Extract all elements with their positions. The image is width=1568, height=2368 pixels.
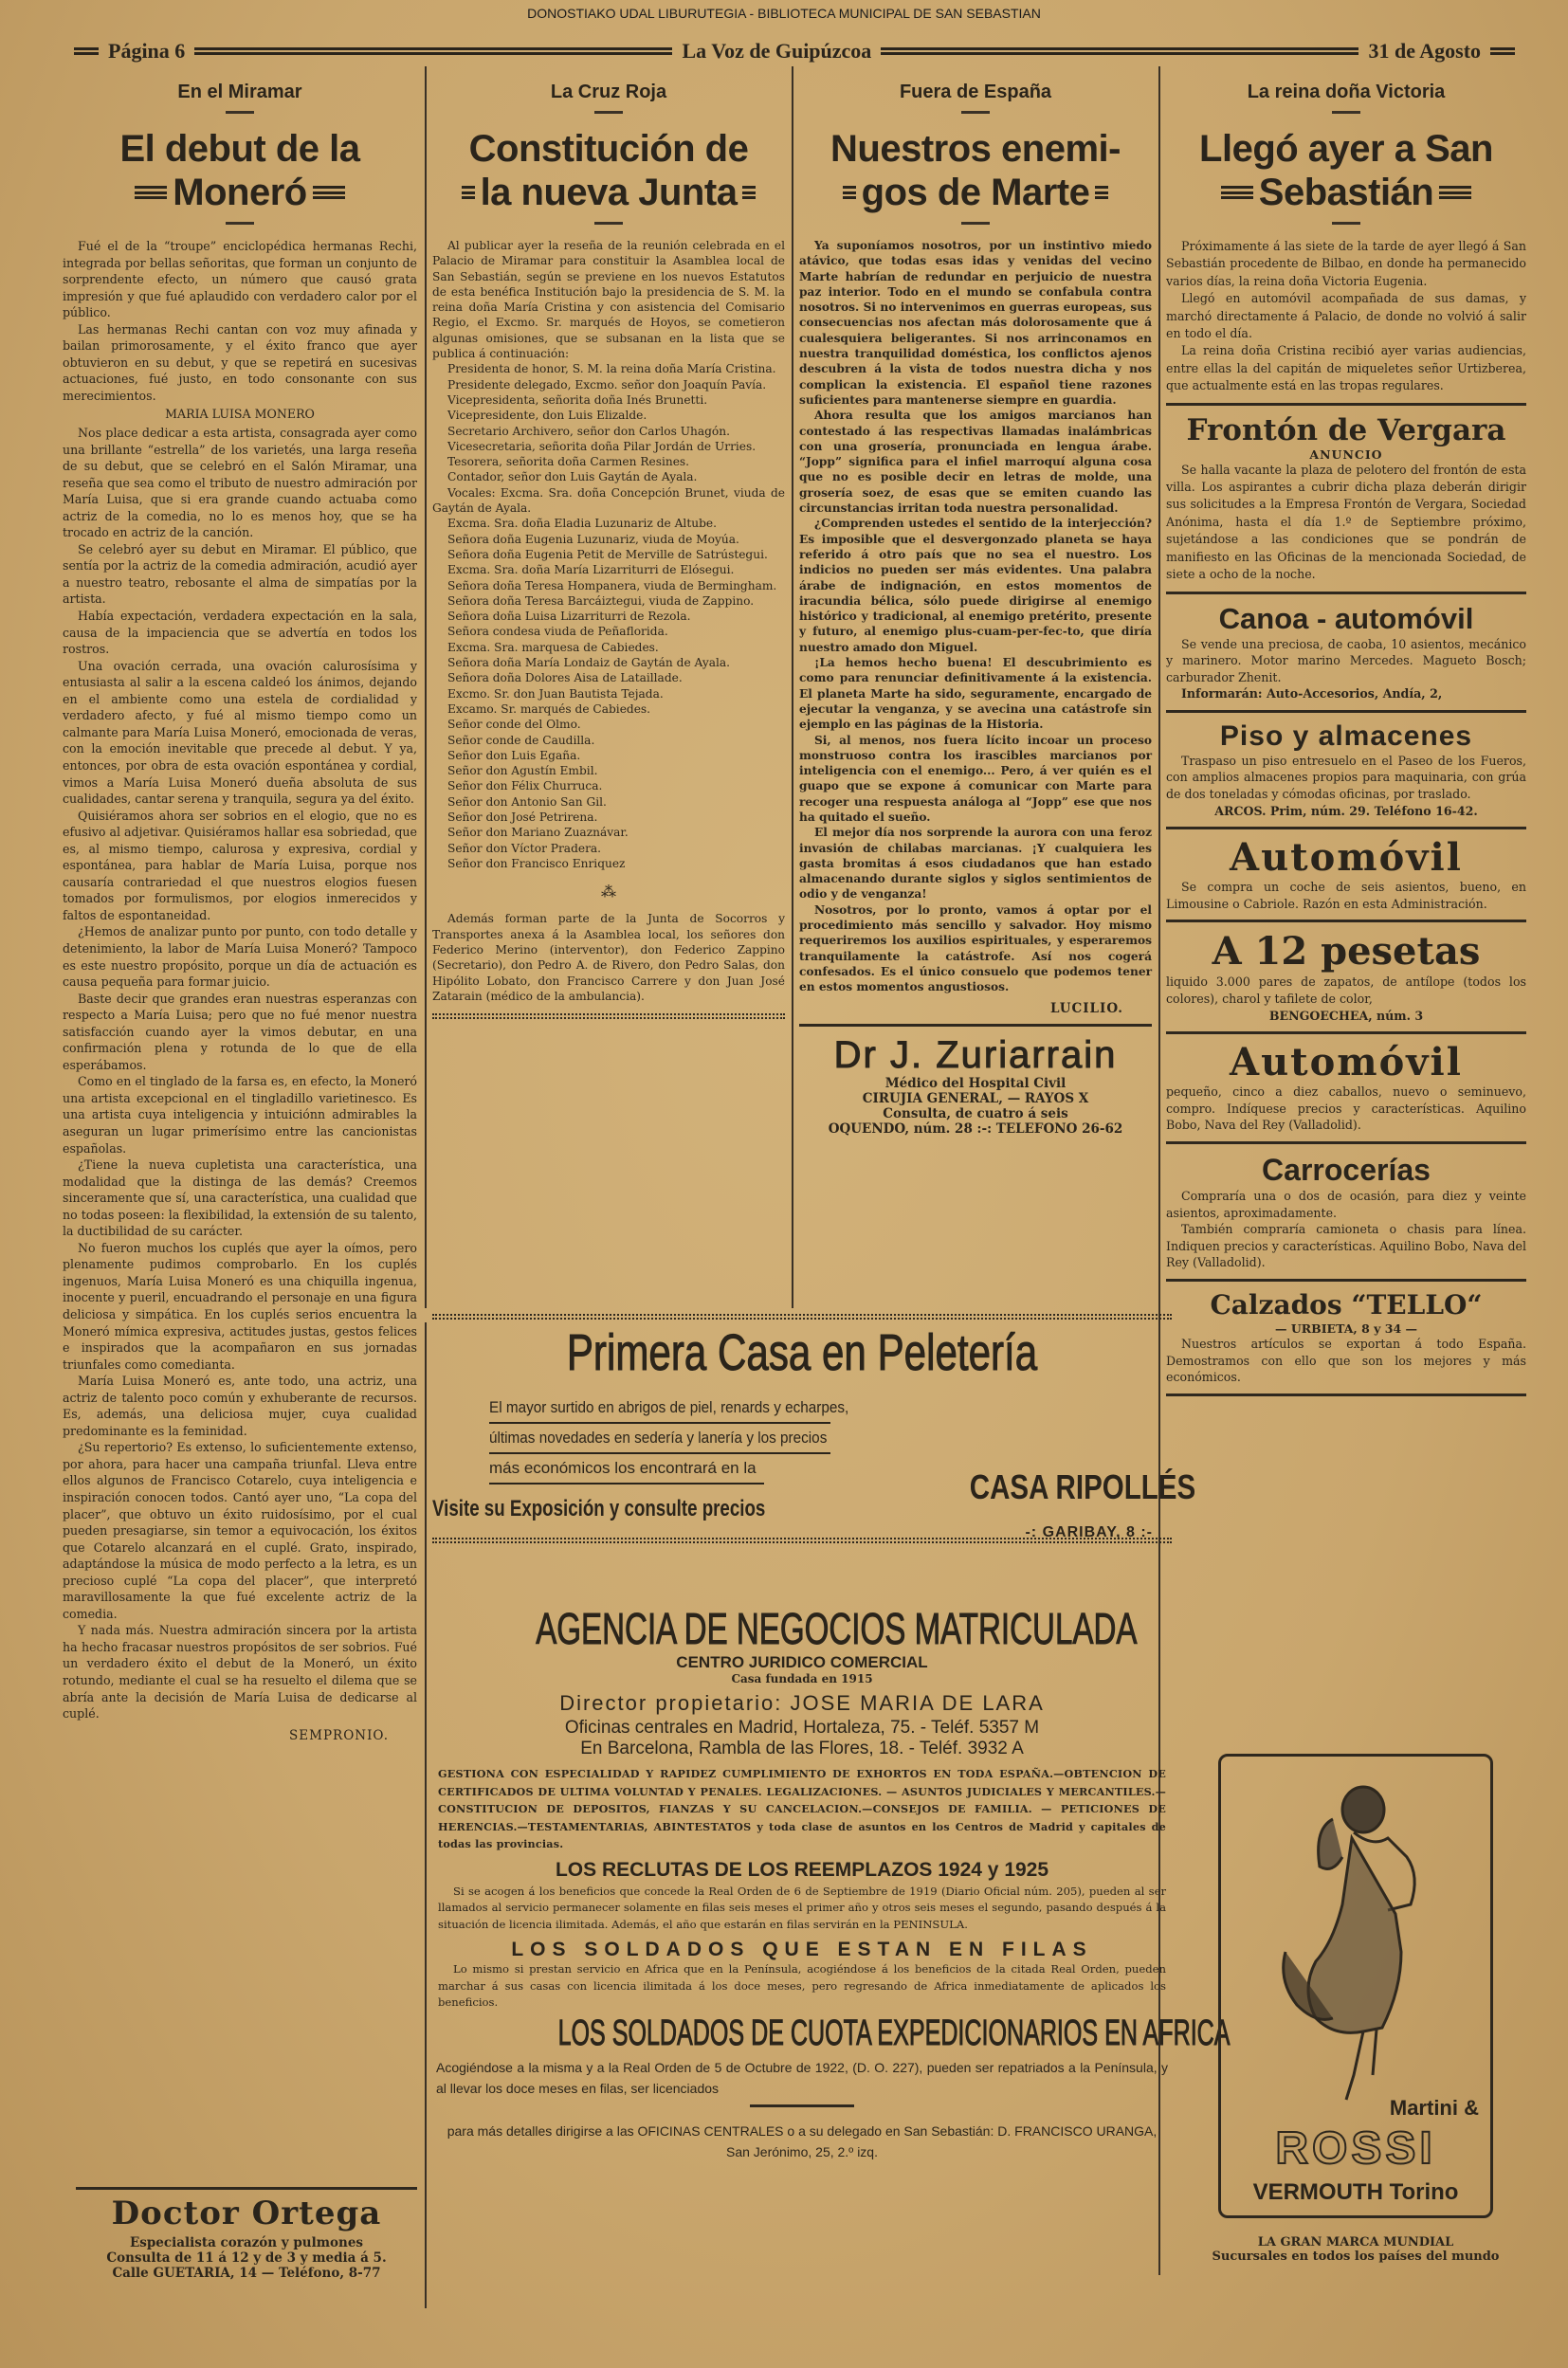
ad-text [1166, 636, 1526, 702]
paragraph: pequeño, cinco a diez caballos, nuevo o seminuevo, compro. Indíquese precios y características. Aquilino Bobo, Nava del Rey (Valladolid). [1166, 1084, 1526, 1133]
ornament-rule [742, 186, 756, 199]
ad-text [1166, 879, 1526, 912]
paragraph: No fueron muchos los cuplés que ayer la oímos, pero plenamente pudimos comprobarlo. En los cuplés ingenuos, María Luisa Moneró es una chiquilla ingenua, inocente y pueril, encuadrando el personaje en una figura deliciosa y simpática. En los cuplés serios encuentra la Moneró mímica expresiva, actitudes justas, gestos felices e inspirados que la acompañaron en sus jornadas triunfales como comedianta. [63, 1240, 417, 1372]
article-kicker: La reina doña Victoria [1247, 82, 1446, 102]
ornament-rule [594, 111, 623, 114]
ad-subtitle: — URBIETA, 8 y 34 — [1274, 1321, 1418, 1336]
ad-title: Dr J. Zuriarrain [833, 1033, 1118, 1076]
paragraph: ¿Tiene la nueva cupletista una característica, una modalidad que la distinga de las demás? Creemos sinceramente que sí, una característica, una cualidad que no todas poseen: la flexibilidad, la extensión de su talento, la ductibilidad de su carácter. [63, 1157, 417, 1239]
masthead-rule [1490, 47, 1515, 55]
paragraph: ARCOS. Prim, núm. 29. Teléfono 16-42. [1214, 803, 1478, 818]
committee-member: Vicepresidente, don Luis Elizalde. [447, 409, 647, 423]
column-rule [425, 66, 427, 1308]
ad-title: A 12 pesetas [1212, 929, 1481, 975]
paragraph: Se halla vacante la plaza de pelotero del frontón de esta villa. Los aspirantes a cubrir dicha plaza deberán dirigir sus solicitudes a la Empresa Frontón de Vergara, Sociedad Anónima, hasta el día 1.º de Septiembre próximo, sujetándose a las condiciones que se pondrán de manifiesto en las Oficinas de la mencionada Sociedad, de siete a ocho de la noche. [1166, 462, 1526, 582]
masthead-rule [881, 47, 1358, 55]
page-number: Página 6 [108, 39, 186, 63]
ad-line: últimas novedades en sedería y lanería y los precios [489, 1424, 830, 1454]
headline-line: gos de Marte [861, 172, 1090, 213]
ad-line: OQUENDO, núm. 28 :-: TELEFONO 26-62 [828, 1120, 1123, 1137]
ornament-rule [1221, 186, 1253, 199]
ad-line: Médico del Hospital Civil [884, 1075, 1067, 1091]
article-reina [1166, 66, 1526, 1404]
divider [1166, 1393, 1526, 1396]
ornament-rule [1332, 222, 1360, 225]
ornament-rule [961, 222, 990, 225]
ad-canoa [1166, 602, 1526, 702]
ad-martini-rossi [1194, 1754, 1517, 2264]
paragraph: BENGOECHEA, núm. 3 [1268, 1008, 1424, 1023]
ornament-rule [961, 111, 990, 114]
ad-section-text: Lo mismo si prestan servicio en Africa que en la Península, acogiéndose á los beneficios de la citada Real Orden, pueden marchar á sus casas con licencia ilimitada á los doce meses, pero regresando de Africa inmediatamente de aplicados los beneficios. [438, 1962, 1166, 2009]
ad-address: URBIETA, 8 y 34 [1290, 1321, 1402, 1336]
paragraph: También compraría camioneta o chasis para línea. Indiquen precios y características. Aquilino Bobo, Nava del Rey (Valladolid). [1166, 1222, 1526, 1270]
committee-member: Vicesecretaria, señorita doña Pilar Jordán de Urries. [447, 439, 757, 453]
committee-member: Señor don Francisco Enriquez [447, 856, 626, 870]
ornament-rule [226, 111, 254, 114]
ornament-rule [462, 186, 475, 199]
divider [750, 2104, 854, 2107]
committee-member: Señora doña Luisa Lizarriturri de Rezola. [447, 610, 691, 624]
article-kicker: La Cruz Roja [550, 82, 667, 102]
ad-doctor-ortega [76, 2187, 417, 2281]
column-rule [792, 66, 793, 1308]
ad-subtitle: ANUNCIO [1309, 446, 1383, 462]
committee-member: Señor don Luis Egaña. [447, 748, 581, 762]
ad-title: Doctor Ortega [111, 2195, 382, 2232]
ad-agencia [432, 1604, 1231, 2162]
ad-title: AGENCIA DE NEGOCIOS MATRICULADA [536, 1604, 1138, 1653]
article-signature: SEMPRONIO. [289, 1727, 389, 1743]
committee-member: Señor conde del Olmo. [447, 718, 581, 732]
divider [1166, 1141, 1526, 1144]
archive-header: DONOSTIAKO UDAL LIBURUTEGIA - BIBLIOTECA MUNICIPAL DE SAN SEBASTIAN [527, 6, 1041, 21]
paragraph: Nos place dedicar a esta artista, consagrada ayer como una brillante “estrella” de los varietés, una larga reseña de su debut, que se celebró en el Salón Miramar, una reseña que sea como el tributo de nuestro admiración por María Luisa, que si era grande cuando actuaba como actriz de la comedia, no lo es menos hoy, que se ha trocado en actriz de la canción. [63, 426, 417, 540]
paragraph: Traspaso un piso entresuelo en el Paseo de los Fueros, con amplios almacenes propios para maquinaria, con grúa de dos toneladas y cómodas oficinas, por traslado. [1166, 753, 1526, 802]
paragraph: Se celebró ayer su debut en Miramar. El público, que sentía por la actriz de la comedia admiración, acudió ayer a nuestro teatro, rebosante el alma de simpatías por la artista. [63, 541, 417, 607]
paragraph: Compraría una o dos de ocasión, para diez y veinte asientos, aproximadamente. [1166, 1189, 1526, 1220]
ad-text [1166, 462, 1526, 584]
article-headline [799, 127, 1152, 214]
paragraph: Y nada más. Nuestra admiración sincera por la artista ha hecho fracasar nuestros propósitos de ser sobrios. Fué un verdadero éxito el debut de la Moneró, un éxito rotundo, mediante el cual se ha resuelto el dilema que se abría ante la decisión de María Luisa de dedicarse al cuplé. [63, 1623, 417, 1721]
paragraph: El mejor día nos sorprende la aurora con una feroz invasión de chilabas marcianas. ¡Y cualquiera les gasta bromitas á esos ciudadanos que han estado almacenando durante siglos y siglos sentimientos de odio y de venganza! [799, 826, 1152, 902]
paragraph: Se compra un coche de seis asientos, bueno, en Limousine o Cabriole. Razón en esta Administración. [1166, 880, 1526, 911]
masthead-rule [74, 47, 99, 55]
ad-section-title: LOS RECLUTAS DE LOS REEMPLAZOS 1924 y 1925 [555, 1858, 1049, 1881]
committee-member: Señor don Mariano Zuaznávar. [447, 826, 629, 840]
headline-line: Nuestros enemi- [830, 128, 1121, 170]
paragraph: Si, al menos, nos fuera lícito incoar un proceso monstruoso contra los irascibles marcianos por inteligencia con el enemigo... Pero, á ver quién es el guapo que se expone á comunicar con Marte para recoger una respuesta análoga al “Jopp” ese que nos ha quitado el sueño. [799, 733, 1152, 824]
article-headline [432, 127, 785, 214]
committee-member: Señora doña Teresa Barcáiztegui, viuda de Zappino. [447, 593, 755, 608]
ornament-rule [594, 222, 623, 225]
committee-member: Excamo. Sr. marqués de Cabiedes. [447, 701, 651, 716]
article-miramar [63, 66, 417, 1744]
committee-member: Secretario Archivero, señor don Carlos Uhagón. [447, 424, 730, 438]
ornament-rule [843, 186, 856, 199]
headline-line: la nueva Junta [480, 172, 738, 213]
article-headline [63, 127, 417, 214]
paragraph: Además forman parte de la Junta de Socorros y Transportes anexa á la Asamblea local, los señores don Federico Merino (interventor), don Federico Zappino (Secretario), don Pedro A. de Rivero, don Pedro Salas, don Hipólito Lobato, don Francisco Carrere y don Juan José Zatarain (médico de la ambulancia). [432, 912, 785, 1003]
ad-line: Especialista corazón y pulmones [129, 2235, 364, 2250]
divider [432, 1013, 785, 1019]
column-rule [425, 1322, 427, 2308]
ad-title: Automóvil [1230, 835, 1463, 881]
paragraph: Próximamente á las siete de la tarde de ayer llegó á San Sebastián procedente de Bilbao, en donde ha permanecido varios días, la reina doña Victoria Eugenia. [1166, 239, 1526, 288]
committee-member: Señora condesa viuda de Peñaflorida. [447, 625, 668, 639]
brand-small: Martini & [1389, 2096, 1479, 2120]
ad-line: Consulta, de cuatro á seis [883, 1105, 1068, 1121]
newspaper-name: La Voz de Guipúzcoa [682, 39, 872, 63]
ad-subtitle: CENTRO JURIDICO COMERCIAL [676, 1653, 928, 1671]
ad-carrocerias [1166, 1152, 1526, 1271]
committee-member: Presidente delegado, Excmo. señor don Joaquín Pavía. [447, 377, 767, 392]
paragraph: Informarán: Auto-Accesorios, Andía, 2, [1181, 686, 1443, 701]
ad-title: Carrocerías [1262, 1153, 1431, 1187]
committee-member: Señor don Antonio San Gil. [447, 794, 607, 809]
paragraph: Llegó en automóvil acompañada de sus damas, y marchó directamente á Palacio, de donde no volvió á salir en todo el día. [1166, 291, 1526, 341]
ad-section-text: Si se acogen á los beneficios que concede la Real Orden de 6 de Septiembre de 1919 (Diario Oficial núm. 205), pueden al ser llamados al servicio permanecer solamente en filas seis meses el primer año y otros seis meses el segundo, pasando después á la situación de licencia ilimitada. Además, el año que estarán en filas servirán en la PENINSULA. [438, 1884, 1166, 1931]
headline-line: El debut de la [119, 128, 360, 170]
ad-brand: CASA RIPOLLÉS [969, 1467, 1196, 1506]
divider [1166, 710, 1526, 713]
paragraph: ¡La hemos hecho buena! El descubrimiento es como para renunciar definitivamente á la existencia. El planeta Marte ha sido, seguramente, encargado de ejecutar la venganza, y se avecina una catástrofe sin ejemplo en las páginas de la Historia. [799, 656, 1152, 732]
ornament-icon: ⁂ [601, 883, 616, 902]
ad-founded: Casa fundada en 1915 [731, 1672, 873, 1685]
ad-section-title: LOS SOLDADOS DE CUOTA EXPEDICIONARIOS EN AFRICA [557, 2013, 1231, 2053]
ad-title-text: Primera Casa en Peletería [566, 1324, 1038, 1381]
paragraph: Baste decir que grandes eran nuestras esperanzas con respecto a María Luisa; pero que no fué menor nuestra satisfacción cuando ayer la vimos debutar, en una confirmación plena y rotunda de lo que de ella esperábamos. [63, 991, 417, 1072]
committee-member: Excma. Sra. doña Eladia Luzunariz de Altube. [447, 517, 717, 531]
ornament-rule [226, 222, 254, 225]
divider [76, 2187, 417, 2190]
ad-contact: para más detalles dirigirse a las OFICINAS CENTRALES o a su delegado en San Sebastián: D. FRANCISCO URANGA, San Jerónimo, 25, 2.º izq. [447, 2122, 1158, 2159]
article-kicker: Fuera de España [899, 82, 1052, 102]
ornament-rule [1332, 111, 1360, 114]
ad-zuriarrain [799, 1034, 1152, 1137]
ad-line: CIRUJIA GENERAL, — RAYOS X [862, 1090, 1089, 1106]
divider [1166, 403, 1526, 406]
ad-section-title: LOS SOLDADOS QUE ESTAN EN FILAS [511, 1939, 1093, 1960]
masthead [74, 36, 1515, 66]
headline-line: Constitución de [468, 128, 749, 170]
committee-member: Señora doña Eugenia Petit de Merville de Satrústegui. [447, 547, 768, 561]
ad-title [432, 1325, 1172, 1380]
ad-text [1166, 974, 1526, 1024]
ad-title: Piso y almacenes [1219, 720, 1473, 752]
ad-line: más económicos los encontrará en la [489, 1454, 764, 1485]
ad-automovil [1166, 837, 1526, 912]
article-body [432, 238, 785, 1004]
paragraph: liquido 3.000 pares de zapatos, de antílope (todos los colores), charol y tafilete de color, [1166, 975, 1526, 1007]
ornament-rule [1095, 186, 1108, 199]
ad-title: Calzados “TELLO“ [1210, 1288, 1483, 1321]
headline-line: Moneró [173, 172, 307, 213]
paragraph: ¿Su repertorio? Es extenso, lo suficientemente extenso, por ahora, para hacer una campaña triunfal. Lleva entre ellos algunos de Francisco Cotarelo, cuya inteligencia e inspiración conocen todos. Cantó ayer uno, “La copa del placer”, que obtuvo un éxito ruidosísimo, por el cual pueden presagiarse, sin temor a equivocación, los éxitos que Cotarelo alcanzará en el cuplé. Grato, inspirado, adaptándose la música de modo perfecto a la letra, es un precioso cuplé “La copa del placer”, que interpretó maravillosamente la que fué excelente actriz de la comedia. [63, 1440, 417, 1621]
paragraph: Quisiéramos ahora ser sobrios en el elogio, que no es efusivo al adjetivar. Quisiéramos hallar esa sobriedad, que es, al mismo tiempo, calurosa y expresiva, cordial y espontánea, para hablar de María Luisa, porque nos causaría contrariedad el que nuestros elogios fuesen tomados por formulismos, por elogios inmerecidos y faltos de espontaneidad. [63, 808, 417, 922]
committee-member: Señora doña Teresa Hompanera, viuda de Bermingham. [447, 578, 777, 592]
ad-peleteria [432, 1308, 1196, 1549]
divider [1166, 592, 1526, 594]
ad-barcelona: En Barcelona, Rambla de las Flores, 18. - Teléf. 3932 A [580, 1739, 1024, 1758]
ornament-rule [1439, 186, 1471, 199]
article-body [63, 238, 417, 1744]
committee-list [432, 361, 785, 871]
ad-frame [1218, 1754, 1493, 2218]
paragraph: Se vende una preciosa, de caoba, 10 asientos, mecánico y marinero. Motor marino Mercedes. Magueto Bosch; carburador Zhenit. [1166, 636, 1526, 684]
committee-member: Presidenta de honor, S. M. la reina doña María Cristina. [447, 362, 776, 376]
paragraph: La reina doña Cristina recibió ayer varias audiencias, entre ellas la del capitán de miqueletes señor Urtizberea, que actualmente está en las tropas regulares. [1166, 343, 1526, 393]
ad-title: Automóvil [1230, 1040, 1463, 1085]
article-cruz-roja [432, 66, 785, 1025]
ad-section-text: Acogiéndose a la misma y a la Real Orden de 5 de Octubre de 1922, (D. O. 227), pueden ser repatriados a la Península, y al llevar los doce meses en filas, ser licenciados [436, 2059, 1168, 2096]
ad-services: GESTIONA CON ESPECIALIDAD Y RAPIDEZ CUMPLIMIENTO DE EXHORTOS EN TODA ESPAÑA.—OBTENCION DE CERTIFICADOS DE ULTIMA VOLUNTAD Y PENALES. LEGALIZACIONES. — ASUNTOS JUDICIALES Y MERCANTILES.—CONSTITUCION DE DEPOSITOS, FIANZAS Y SU CANCELACION.—CONSEJOS DE FAMILIA. — PETICIONES DE HERENCIAS.—TESTAMENTARIAS, ABINTESTATOS y toda clase de asuntos en los Centros de Madrid y capitales de todas las provincias. [438, 1767, 1166, 1850]
masthead-rule [194, 47, 672, 55]
paragraph: María Luisa Moneró es, ante todo, una actriz, una actriz de talento poco común y exhuberante de recursos. Es, además, una deliciosa mujer, cuya cualidad predominante es la feminidad. [63, 1374, 417, 1438]
committee-member: Señora doña Eugenia Luzunariz, viuda de Moyúa. [447, 532, 739, 546]
issue-date: 31 de Agosto [1368, 39, 1482, 63]
committee-member: Tesorera, señorita doña Carmen Resines. [447, 455, 690, 469]
divider [1166, 920, 1526, 922]
committee-member: Contador, señor don Luis Gaytán de Ayala. [447, 470, 698, 484]
ad-visit: Visite su Exposición y consulte precios [432, 1496, 766, 1521]
paragraph: Nuestros artículos se exportan á todo España. Demostramos con ello que son los mejores y más económicos. [1166, 1336, 1526, 1385]
ad-text [1166, 1336, 1526, 1386]
ad-fronton [1166, 413, 1526, 584]
paragraph: Al publicar ayer la reseña de la reunión celebrada en el Palacio de Miramar para constituir la Asamblea local de San Sebastián, según se previene en los nuevos Estatutos de esta benéfica Institución bajo la presidencia de S. M. la reina doña María Cristina y con asistencia del Comisario Regio, el Excmo. Sr. marqués de Hoyos, se cometieron algunas omisiones, que se subsanan en la lista que se publica á continuación: [432, 239, 785, 361]
ad-piso [1166, 720, 1526, 819]
paragraph: Había expectación, verdadera expectación en la sala, causa de la impaciencia que se advertía en todos los rostros. [63, 609, 417, 657]
ad-title: Canoa - automóvil [1218, 601, 1474, 635]
committee-member: Señora doña Dolores Aisa de Lataillade. [447, 671, 683, 685]
ad-line: Consulta de 11 á 12 y de 3 y media á 5. [106, 2250, 387, 2266]
divider [1166, 827, 1526, 829]
committee-member: Señor don Félix Churruca. [447, 779, 603, 793]
divider [1166, 1031, 1526, 1034]
headline-line: Sebastián [1258, 172, 1434, 213]
article-body [799, 238, 1152, 1016]
dancer-illustration-icon [1221, 1762, 1490, 2122]
ad-tagline: Sucursales en todos los países del mundo [1212, 2250, 1500, 2264]
divider [432, 1314, 1172, 1320]
brand-name: ROSSI [1275, 2123, 1436, 2174]
ad-line: El mayor surtido en abrigos de piel, renards y echarpes, [489, 1393, 830, 1424]
article-signature: LUCILIO. [1049, 1000, 1123, 1016]
ad-text [1166, 1188, 1526, 1271]
committee-member: Señora doña María Londaiz de Gaytán de Ayala. [447, 656, 731, 670]
ad-tello [1166, 1289, 1526, 1386]
committee-member: Excmo. Sr. don Juan Bautista Tejada. [447, 686, 664, 701]
committee-member: Excma. Sra. doña María Lizarriturri de Elósegui. [447, 563, 735, 577]
subheading: MARIA LUISA MONERO [165, 407, 315, 422]
committee-member: Señor conde de Caudilla. [447, 733, 595, 747]
article-body [1166, 238, 1526, 395]
divider [799, 1024, 1152, 1027]
committee-member: Vicepresidenta, señorita doña Inés Brunetti. [447, 392, 708, 407]
paragraph: Una ovación cerrada, una ovación calurosísima y entusiasta al salir a la escena caldeó los ánimos, dejando en el ambiente como una estela de cordialidad y verdadero afecto, y fué al mismo tiempo como un calmante para María Luisa Moneró, emocionada de veras, con la emoción inevitable que precede al debut. Y ya, entonces, por obra de esta ovación espontánea y cordial, vimos a María Luisa Moneró dueña absoluta de sus cualidades, cantar serena y tranquila, segura ya del éxito. [63, 658, 417, 807]
paragraph: Fué el de la “troupe” enciclopédica hermanas Rechi, integrada por bellas señoritas, que forman un conjunto de sorprendente efecto, un número que causó grata impresión y que fué aplaudido con verdadero calor por el público. [63, 239, 417, 320]
committee-member: Señor don Víctor Pradera. [447, 841, 602, 855]
ad-automovil-pequeno [1166, 1042, 1526, 1134]
paragraph: ¿Hemos de analizar punto por punto, con todo detalle y detenimiento, la labor de María Luisa Moneró? Tampoco es este nuestro propósito, porque un día de actuación es causa pequeña para formar juicio. [63, 924, 417, 990]
ornament-rule [313, 186, 345, 199]
brand-product: VERMOUTH Torino [1252, 2179, 1459, 2205]
committee-member: Señor don Agustín Embil. [447, 764, 598, 778]
article-marte [799, 66, 1152, 1137]
ad-title: Frontón de Vergara [1186, 412, 1506, 447]
paragraph: Nosotros, por lo pronto, vamos á optar por el procedimiento más sencillo y salvador. Hoy mismo requeriremos los auxilios espirituales, y esperaremos tranquilamente la catástrofe. Así nos cogerá confesados. Es el único consuelo que podemos tener en estos momentos angustiosos. [799, 902, 1152, 994]
ad-text [1166, 1084, 1526, 1134]
paragraph: Las hermanas Rechi cantan con voz muy afinada y bailan primorosamente, y el éxito franco que ayer obtuvieron en su debut, y que se repetirá en sucesivas actuaciones, fué justo, en todo consonante con sus merecimientos. [63, 321, 417, 403]
committee-member: Señor don José Petrirena. [447, 810, 598, 824]
paragraph: Ya suponíamos nosotros, por un instintivo miedo atávico, que todas esas idas y venidas del vecino Marte habrían de redundar en perjuicio de nuestra paz interior. Todo en el mundo se confabula contra nosotros. Si no intervenimos en guerras europeas, sus consecuencias nos afectan más dolorosamente que á cualesquiera beligerantes. Si nos arrinconamos en nuestra tranquilidad doméstica, los conflictos ajenos descubren á la vista de todos nuestra dicha y nos complican la existencia. El español tiene razones suficientes para mantenerse siempre en guardia. [799, 239, 1152, 407]
paragraph: Como en el tinglado de la farsa es, en efecto, la Moneró una artista excepcional en el tingladillo varietinesco. Es una artista cuya inteligencia y intuiciónn admirables la aseguran un lugar primerísimo entre las cancionistas españolas. [63, 1074, 417, 1156]
ad-text [1166, 753, 1526, 819]
ornament-rule [135, 186, 167, 199]
article-headline [1166, 127, 1526, 214]
article-kicker: En el Miramar [177, 82, 302, 102]
headline-line: Llegó ayer a San [1199, 128, 1493, 170]
ad-director: Director propietario: JOSE MARIA DE LARA [559, 1691, 1045, 1715]
ad-line: Calle GUETARIA, 14 — Teléfono, 8-77 [112, 2266, 381, 2281]
ad-madrid: Oficinas centrales en Madrid, Hortaleza, 75. - Teléf. 5357 M [564, 1718, 1040, 1738]
paragraph: Ahora resulta que los amigos marcianos han contestado á las respectivas llamadas inalámbricas con una grosería, pronunciada en lengua árabe. “Jopp” significa para el infiel marroquí alguna cosa que no es posible decir en letras de molde, una grosería soez, de esas que se emiten cuando las circunstancias irritan toda nuestra personalidad. [799, 409, 1152, 516]
committee-member: Vocales: Excma. Sra. doña Concepción Brunet, viuda de Gaytán de Ayala. [432, 485, 785, 516]
ad-pesetas [1166, 930, 1526, 1024]
ad-tagline: LA GRAN MARCA MUNDIAL [1257, 2235, 1454, 2250]
committee-member: Excma. Sra. marquesa de Cabiedes. [447, 640, 659, 654]
paragraph: ¿Comprenden ustedes el sentido de la interjección? Es imposible que el desvergonzado planeta se haya referido á otro país que no sea el nuestro. Los indicios no pueden ser más evidentes. Una palabra árabe de indignación, en estos momentos de iracundia bélica, sólo puede dirigirse al enemigo histórico y tradicional, al enemigo pretérito, presente y futuro, al enemigo plus-cuam-per-fec-to, que diría nuestro amado don Miguel. [799, 517, 1152, 654]
ad-address: -: GARIBAY, 8 :- [1025, 1524, 1153, 1540]
divider [1166, 1279, 1526, 1282]
